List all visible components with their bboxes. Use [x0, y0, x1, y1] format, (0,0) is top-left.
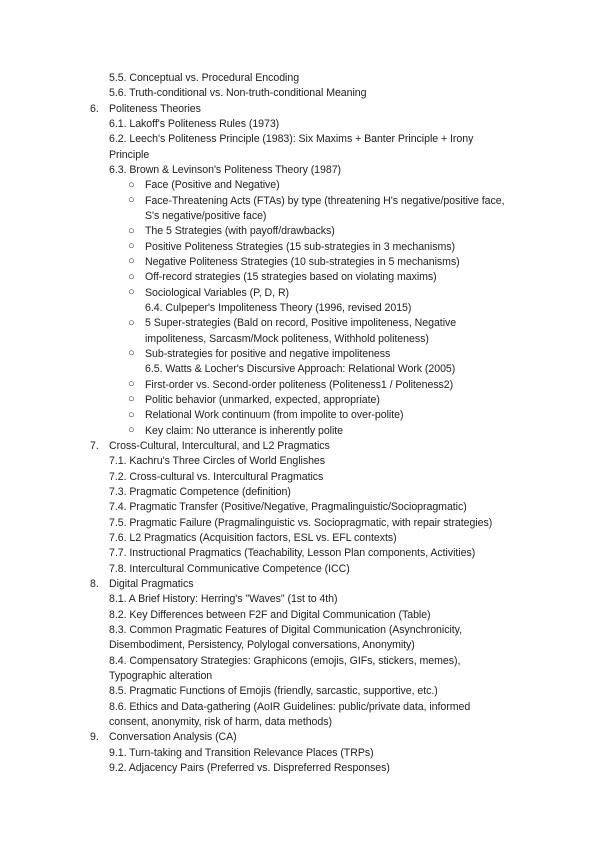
list-item-text: 7.6. L2 Pragmatics (Acquisition factors, ESL vs. EFL contexts) [109, 531, 397, 544]
list-item-text: 6.3. Brown & Levinson's Politeness Theory (1987) [109, 163, 342, 176]
bullet-circle-icon: ○ [128, 378, 135, 391]
list-item-text: Principle [109, 148, 150, 161]
list-item-text: 6.1. Lakoff's Politeness Rules (1973) [109, 117, 280, 130]
list-item-text: The 5 Strategies (with payoff/drawbacks) [145, 225, 335, 238]
bullet-circle-icon: ○ [128, 178, 135, 191]
list-item-text: 8.2. Key Differences between F2F and Digital Communication (Table) [109, 608, 431, 621]
list-item-text: 8.3. Common Pragmatic Features of Digital Communication (Asynchronicity, [109, 623, 462, 636]
list-item-text: Disembodiment, Persistency, Polylogal conversations, Anonymity) [109, 639, 415, 652]
list-item-text: 6.2. Leech's Politeness Principle (1983): Six Maxims + Banter Principle + Irony [109, 133, 474, 146]
list-item-text: 6.4. Culpeper's Impoliteness Theory (1996, revised 2015) [145, 301, 412, 314]
list-item-text: 6.5. Watts & Locher's Discursive Approach: Relational Work (2005) [145, 363, 456, 376]
list-item-text: Relational Work continuum (from impolite to over-polite) [145, 409, 404, 422]
bullet-circle-icon: ○ [128, 347, 135, 360]
list-number: 8. [90, 577, 99, 590]
list-item-text: 7.8. Intercultural Communicative Competence (ICC) [109, 562, 350, 575]
list-item-text: 8.5. Pragmatic Functions of Emojis (friendly, sarcastic, supportive, etc.) [109, 685, 438, 698]
list-item-text: First-order vs. Second-order politeness (Politeness1 / Politeness2) [145, 378, 454, 391]
bullet-circle-icon: ○ [128, 194, 135, 207]
bullet-circle-icon: ○ [128, 316, 135, 329]
list-item-text: Sub-strategies for positive and negative impoliteness [145, 347, 391, 360]
list-item-text: impoliteness, Sarcasm/Mock politeness, Withhold politeness) [145, 332, 429, 345]
list-item-text: Cross-Cultural, Intercultural, and L2 Pragmatics [109, 439, 330, 452]
bullet-circle-icon: ○ [128, 224, 135, 237]
list-item-text: Key claim: No utterance is inherently polite [145, 424, 344, 437]
list-item-text: Politic behavior (unmarked, expected, appropriate) [145, 393, 380, 406]
list-number: 9. [90, 731, 99, 744]
list-item-text: Positive Politeness Strategies (15 sub-strategies in 3 mechanisms) [145, 240, 455, 253]
list-item-text: Typographic alteration [109, 669, 213, 682]
list-item-text: 9.1. Turn-taking and Transition Relevance Places (TRPs) [109, 746, 374, 759]
list-item-text: Sociological Variables (P, D, R) [145, 286, 290, 299]
list-item-text: Off-record strategies (15 strategies based on violating maxims) [145, 271, 437, 284]
bullet-circle-icon: ○ [128, 270, 135, 283]
list-item-text: 7.5. Pragmatic Failure (Pragmalinguistic vs. Sociopragmatic, with repair strategies) [109, 516, 493, 529]
bullet-circle-icon: ○ [128, 255, 135, 268]
bullet-circle-icon: ○ [128, 408, 135, 421]
bullet-circle-icon: ○ [128, 424, 135, 437]
list-item-text: 5 Super-strategies (Bald on record, Positive impoliteness, Negative [145, 317, 457, 330]
list-item-text: Digital Pragmatics [109, 577, 194, 590]
list-item-text: Politeness Theories [109, 102, 201, 115]
bullet-circle-icon: ○ [128, 240, 135, 253]
list-item-text: 9.2. Adjacency Pairs (Preferred vs. Dispreferred Responses) [109, 761, 390, 774]
bullet-circle-icon: ○ [128, 286, 135, 299]
list-item-text: 8.1. A Brief History: Herring's "Waves" (1st to 4th) [109, 593, 338, 606]
list-item-text: 5.6. Truth-conditional vs. Non-truth-conditional Meaning [109, 87, 367, 100]
list-item-text: 7.4. Pragmatic Transfer (Positive/Negative, Pragmalinguistic/Sociopragmatic) [109, 501, 467, 514]
list-item-text: Negative Politeness Strategies (10 sub-strategies in 5 mechanisms) [145, 255, 460, 268]
list-item-text: 8.6. Ethics and Data-gathering (AoIR Guidelines: public/private data, informed [109, 700, 471, 713]
list-item-text: S's negative/positive face) [145, 209, 267, 222]
list-item-text: Face (Positive and Negative) [145, 179, 280, 192]
list-item-text: consent, anonymity, risk of harm, data methods) [109, 715, 332, 728]
list-item-text: Face-Threatening Acts (FTAs) by type (threatening H's negative/positive face, [145, 194, 505, 207]
list-item-text: 5.5. Conceptual vs. Procedural Encoding [109, 72, 300, 84]
list-item-text: 7.7. Instructional Pragmatics (Teachability, Lesson Plan components, Activities) [109, 547, 476, 560]
bullet-circle-icon: ○ [128, 393, 135, 406]
list-item-text: 7.2. Cross-cultural vs. Intercultural Pragmatics [109, 470, 324, 483]
list-item-text: 7.1. Kachru's Three Circles of World Englishes [109, 455, 326, 468]
list-item-text: Conversation Analysis (CA) [109, 731, 237, 744]
list-number: 6. [90, 102, 99, 115]
list-item-text: 8.4. Compensatory Strategies: Graphicons (emojis, GIFs, stickers, memes), [109, 654, 461, 667]
list-number: 7. [90, 439, 99, 452]
list-item-text: 7.3. Pragmatic Competence (definition) [109, 485, 291, 498]
